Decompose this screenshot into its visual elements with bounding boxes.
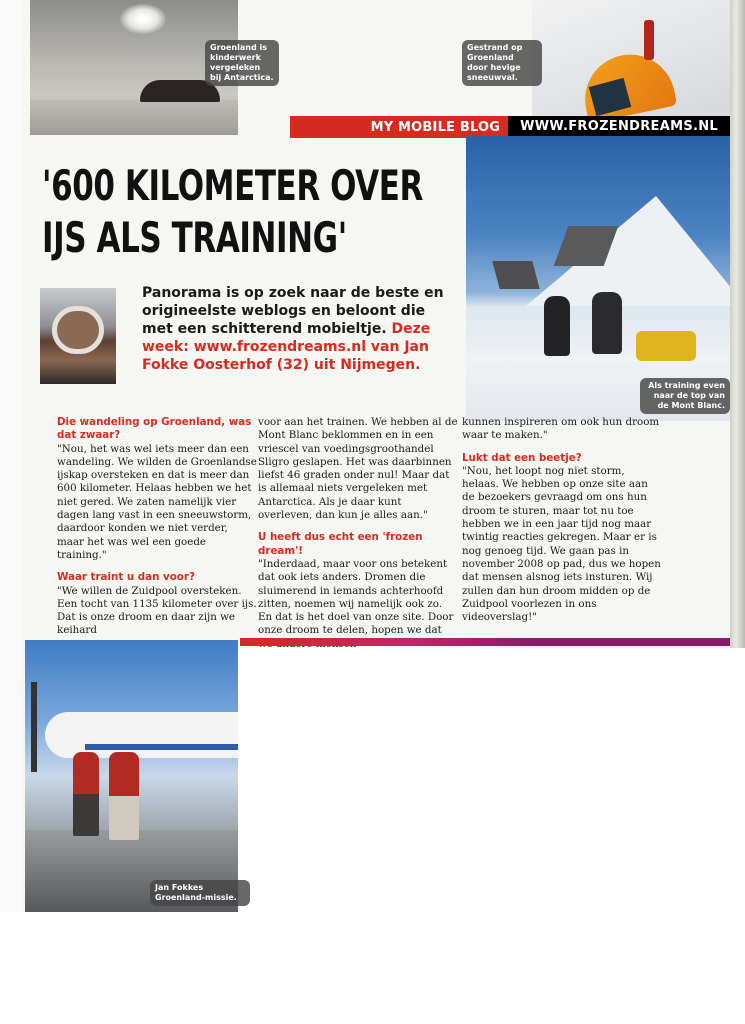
fur-hood xyxy=(52,306,104,354)
answer-paragraph: voor aan het trainen. We hebben al de Mont Blanc beklommen en in een vriescel van voedingsgroothandel Sligro geslapen. Het was daarbinnen liefst 46 graden onder nul! Maar dat is allemaal niets vergeleken met Antarctica. Als je daar kunt overleven, dan kun je alles aan." xyxy=(258,416,458,522)
banner-label: MY MOBILE BLOG xyxy=(370,119,501,135)
headline-line-1: '600 KILOMETER OVER xyxy=(42,161,423,210)
answer-paragraph: "Inderdaad, maar voor ons betekent dat ook iets anders. Dromen die sluimerend in iemands achterhoofd zitten, noemen wij namelijk ook zo. En dat is het doel van onze site. Door onze droom te delen, hopen we dat xyxy=(258,557,454,637)
person-figure xyxy=(644,20,654,60)
caption-top-left: Groenland is kinderwerk vergeleken bij Antarctica. xyxy=(205,40,279,86)
question-heading: Waar traint u dan voor? xyxy=(57,571,195,584)
answer-paragraph: "We willen de Zuidpool oversteken. Een tocht van 1135 kilometer over ijs. Dat is onze droom en daar zijn we keihard xyxy=(57,584,257,637)
caption-mountain: Als training even naar de top van de Mont Blanc. xyxy=(640,378,730,414)
snow-ground xyxy=(30,100,238,135)
plane-stripe xyxy=(85,744,238,750)
caption-top-right: Gestrand op Groenland door hevige sneeuwval. xyxy=(462,40,542,86)
intro-highlight: Deze week: www.frozendreams.nl van Jan Fokke Oosterhof (32) uit Nijmegen. xyxy=(142,321,431,373)
decorative-color-bar xyxy=(240,638,730,646)
photo-plane xyxy=(25,640,238,912)
blank-area xyxy=(238,648,745,1024)
text-column-3 xyxy=(462,416,662,624)
page-edge xyxy=(730,0,745,680)
sun-glare xyxy=(120,4,166,34)
answer-paragraph: "Nou, het loopt nog niet storm, helaas. We hebben op onze site aan de bezoekers gevraagd om ons hun droom te sturen, maar tot nu toe hebben we in een jaar tijd nog maar twintig reacties gekregen. Maar er is nog genoeg tijd. We gaan pas in november 2008 op pad, dus we hopen dat mensen alsnog iets insturen. Wij zullen dan hun droom midden op de Zuidpool voorlezen in ons videoverslag!" xyxy=(462,464,661,624)
hiker-figure xyxy=(592,292,622,354)
person-figure xyxy=(109,752,139,840)
person-figure xyxy=(73,752,99,836)
banner-url: WWW.FROZENDREAMS.NL xyxy=(508,116,730,138)
blank-area xyxy=(0,912,238,1024)
caption-plane: Jan Fokkes Groenland-missie. xyxy=(150,880,250,906)
hiker-figure xyxy=(544,296,570,356)
author-portrait xyxy=(40,288,116,384)
plane-fuselage xyxy=(45,712,238,758)
rock-face xyxy=(492,261,540,289)
photo-greenland-tent xyxy=(532,0,730,116)
answer-paragraph: "Nou, het was wel iets meer dan een wandeling. We wilden de Groenlandse ijskap oversteken en dat is meer dan 600 kilometer. Helaas hebben we het niet gered. We zaten namelijk vier dagen lang vast in een sneeuwstorm, daardoor konden we niet verder, maar het was wel een goede training." xyxy=(57,442,257,561)
question-heading: Lukt dat een beetje? xyxy=(462,451,582,464)
answer-paragraph: kunnen inspireren om ook hun droom waar te maken." xyxy=(462,416,660,442)
headline-line-2: IJS ALS TRAINING' xyxy=(42,213,347,262)
article-headline xyxy=(42,160,423,264)
question-heading: U heeft dus echt een 'frozen dream'! xyxy=(258,531,423,557)
text-column-2 xyxy=(258,416,458,651)
backpacks xyxy=(636,331,696,361)
page-gutter xyxy=(0,0,22,1024)
intro-text: Panorama is op zoek naar de beste en origineelste weblogs en beloont die met een schitterend mobieltje. xyxy=(142,285,444,337)
propeller xyxy=(31,682,37,772)
text-column-1 xyxy=(57,416,257,638)
question-heading: Die wandeling op Groenland, was dat zwaar? xyxy=(57,416,252,442)
mountain-peak xyxy=(526,196,730,306)
blog-banner xyxy=(290,116,730,138)
article-intro xyxy=(142,284,460,374)
